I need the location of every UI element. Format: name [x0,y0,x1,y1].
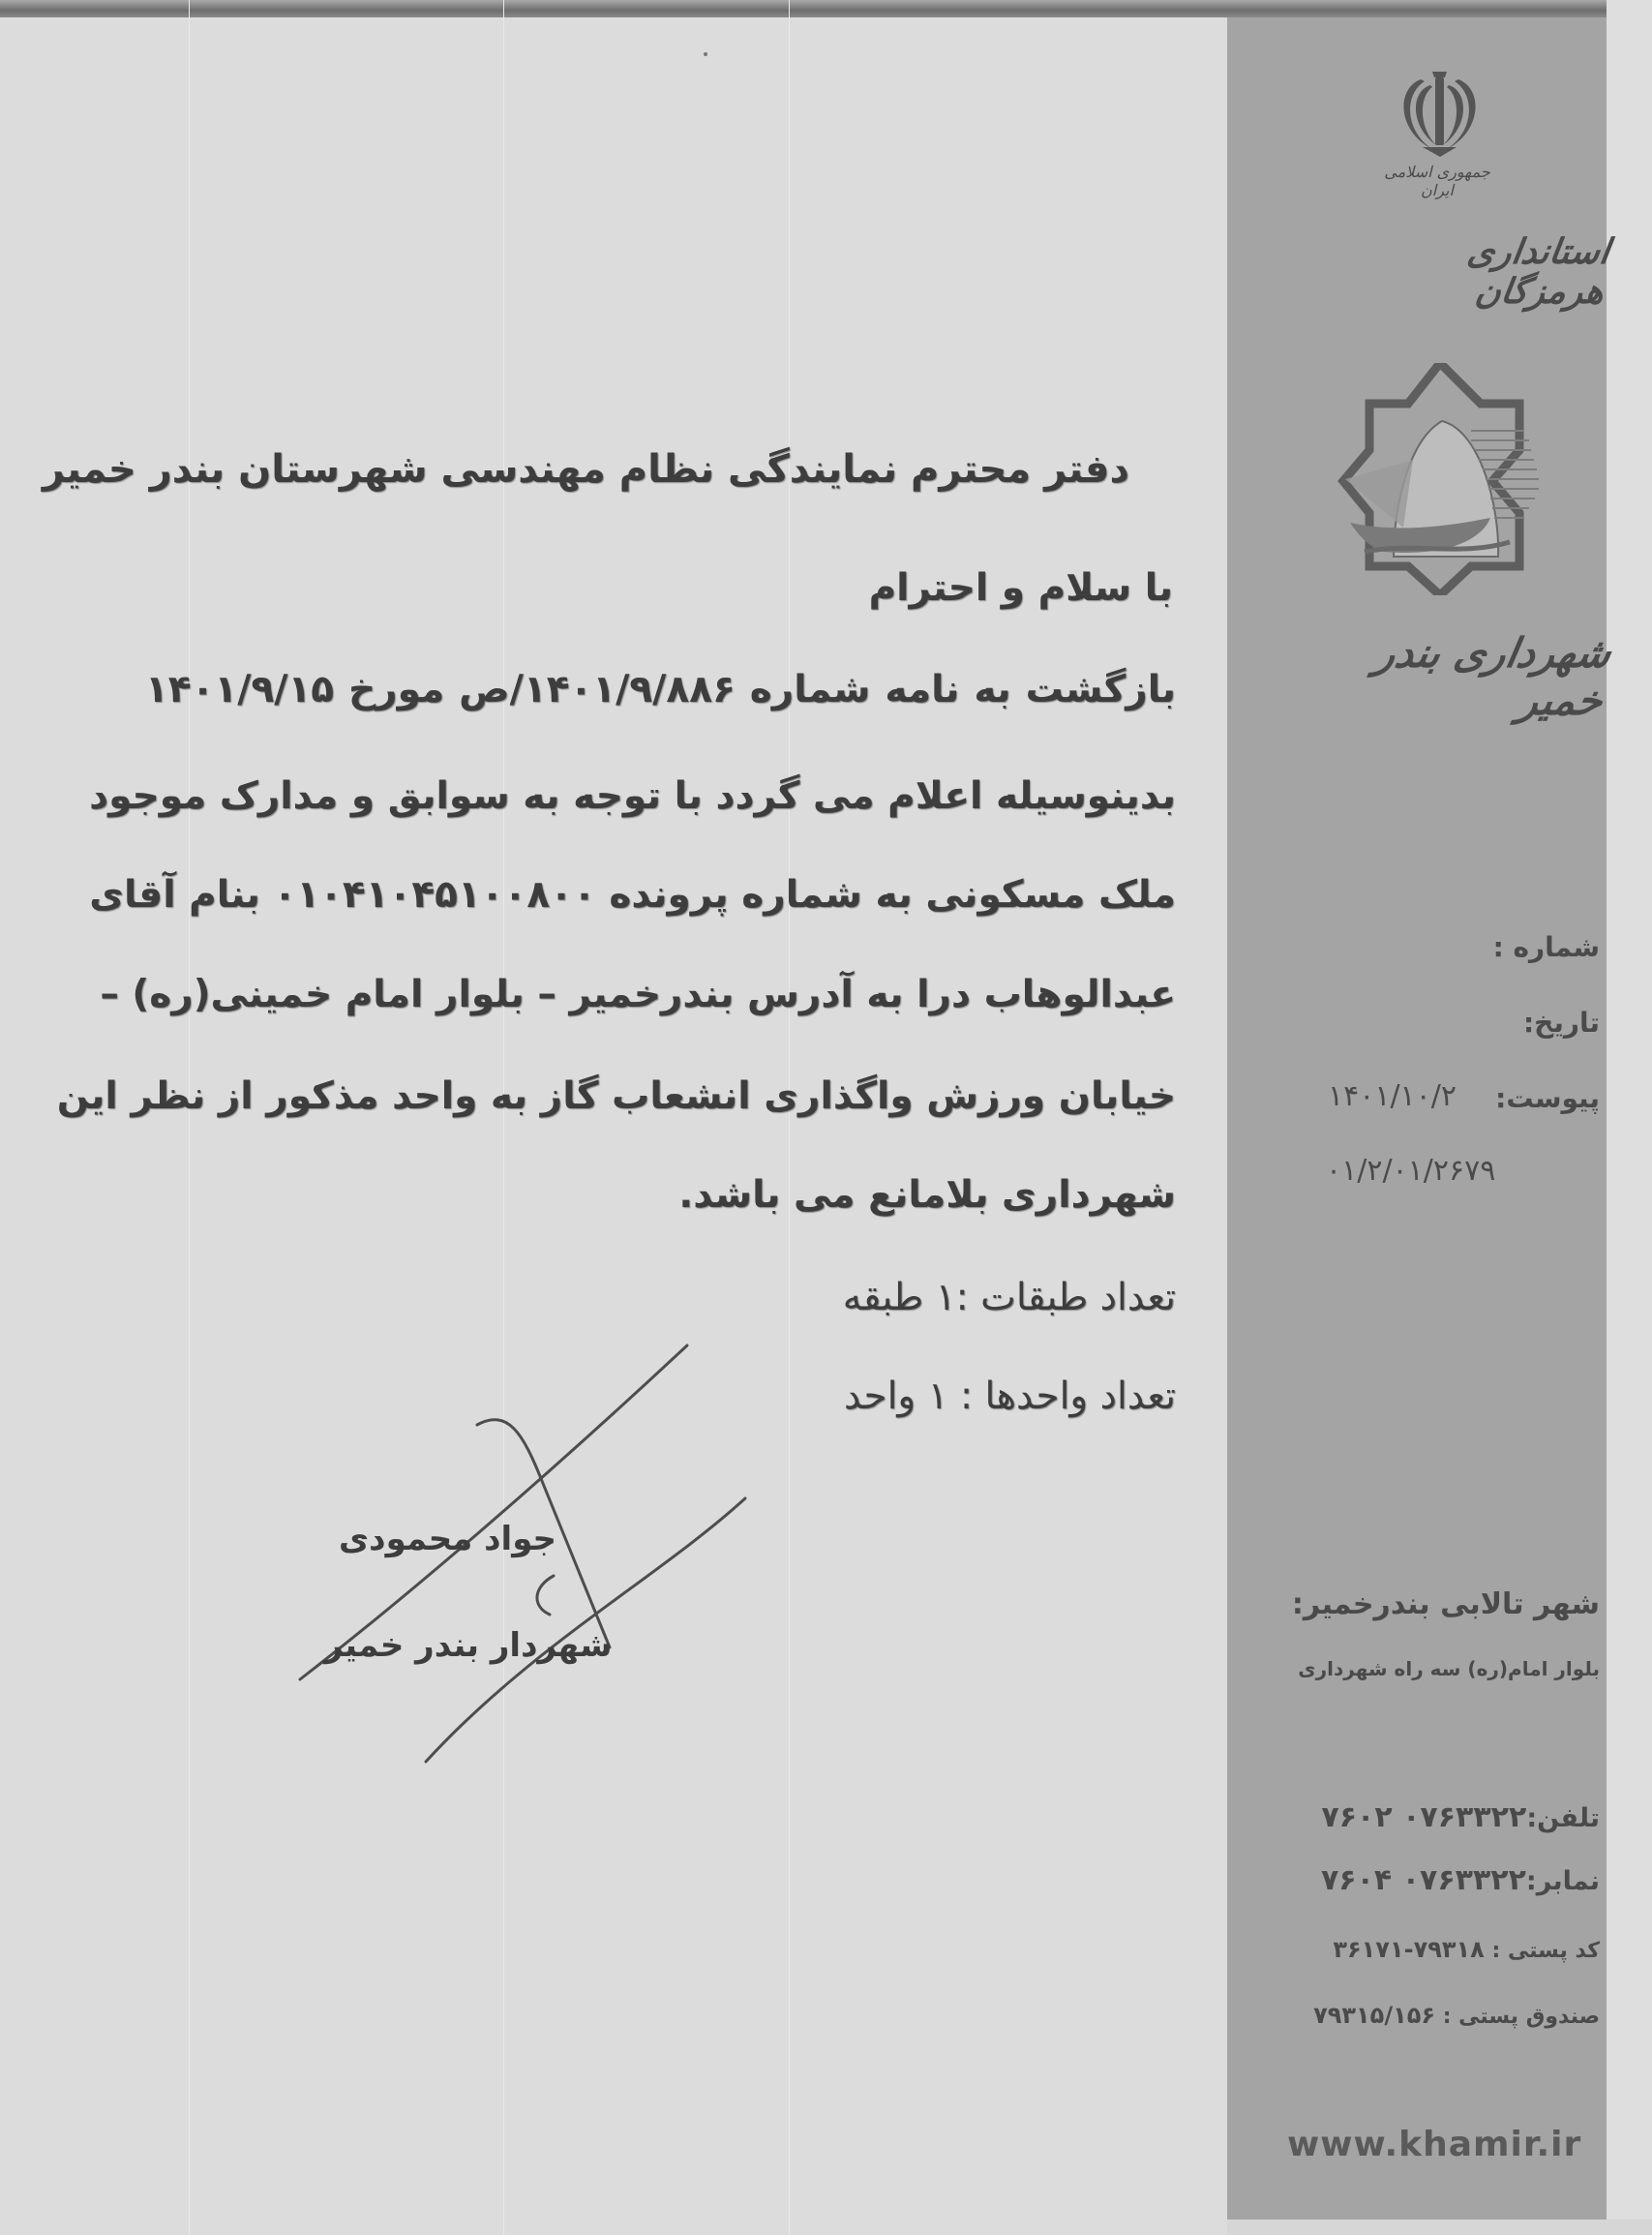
address-title: شهر تالابی بندرخمیر: [1291,1587,1600,1621]
body-line: بدینوسیله اعلام می گردد با توجه به سوابق و مدارک موجود [89,774,1176,818]
emblem-caption: جمهوری اسلامی ایران [1384,163,1490,199]
date-value: ۱۴۰۱/۱۰/۲ [1328,1079,1457,1113]
postal-code-row [1333,1936,1600,1963]
phone-label: تلفن: [1526,1803,1600,1833]
signatory-name: جواد محمودی [339,1520,557,1558]
units-count: تعداد واحدها : ۱ واحد [844,1374,1176,1418]
scan-bottom-margin [1227,2220,1652,2235]
phone-row [1321,1800,1600,1834]
fax-number: ۰۷۶۳۳۲۲ ۷۶۰۴ [1321,1863,1526,1897]
floors-count: تعداد طبقات :۱ طبقه [842,1276,1176,1319]
municipality-logo-icon [1326,363,1548,595]
scan-speck [704,52,707,56]
body-line: ملک مسکونی به شماره پرونده ۰۱۰۴۱۰۴۵۱۰۰۸۰۰ بنام آقای [89,873,1176,917]
iran-emblem-icon [1394,66,1486,163]
body-line: شهرداری بلامانع می باشد. [678,1173,1176,1217]
scan-right-margin [1607,0,1652,2235]
postal-code-label: کد پستی : [1491,1939,1600,1963]
po-box-row [1313,2002,1600,2029]
address-line: بلوار امام(ره) سه راه شهرداری [1298,1657,1600,1680]
postal-code-value: ۷۹۳۱۸-۳۶۱۷۱ [1333,1936,1485,1963]
province-name: استانداری هرمزگان [1464,232,1612,312]
letter-page [0,17,1227,2235]
reference-number-value: ۰۱/۲/۰۱/۲۶۷۹ [1326,1154,1496,1188]
body-line: بازگشت به نامه شماره ۱۴۰۱/۹/۸۸۶/ص مورخ ۱۴۰۱/۹/۱۵ [145,668,1176,711]
greeting: با سلام و احترام [868,566,1173,610]
recipient-heading: دفتر محترم نمایندگی نظام مهندسی شهرستان بندر خمیر [42,447,1129,492]
number-label: شماره : [1492,931,1600,963]
fax-row [1321,1863,1600,1897]
scan-top-shadow [0,0,1652,17]
phone-number: ۰۷۶۳۳۲۲ ۷۶۰۲ [1321,1800,1527,1834]
attachment-label: پیوست: [1495,1082,1600,1114]
po-box-value: ۷۹۳۱۵/۱۵۶ [1313,2002,1436,2029]
signatory-title: شهردار بندر خمیر [324,1626,613,1665]
body-line: عبدالوهاب درا به آدرس بندرخمیر – بلوار امام خمینی(ره) – [100,973,1176,1016]
fax-label: نمابر: [1525,1866,1600,1896]
website-url: www.khamir.ir [1287,2125,1582,2164]
po-box-label: صندوق پستی : [1442,2005,1600,2029]
date-label: تاریخ: [1522,1007,1600,1039]
body-line: خیابان ورزش واگذاری انشعاب گاز به واحد مذکور از نظر این [56,1074,1176,1118]
municipality-name: شهرداری بندر خمیر [1371,629,1615,724]
